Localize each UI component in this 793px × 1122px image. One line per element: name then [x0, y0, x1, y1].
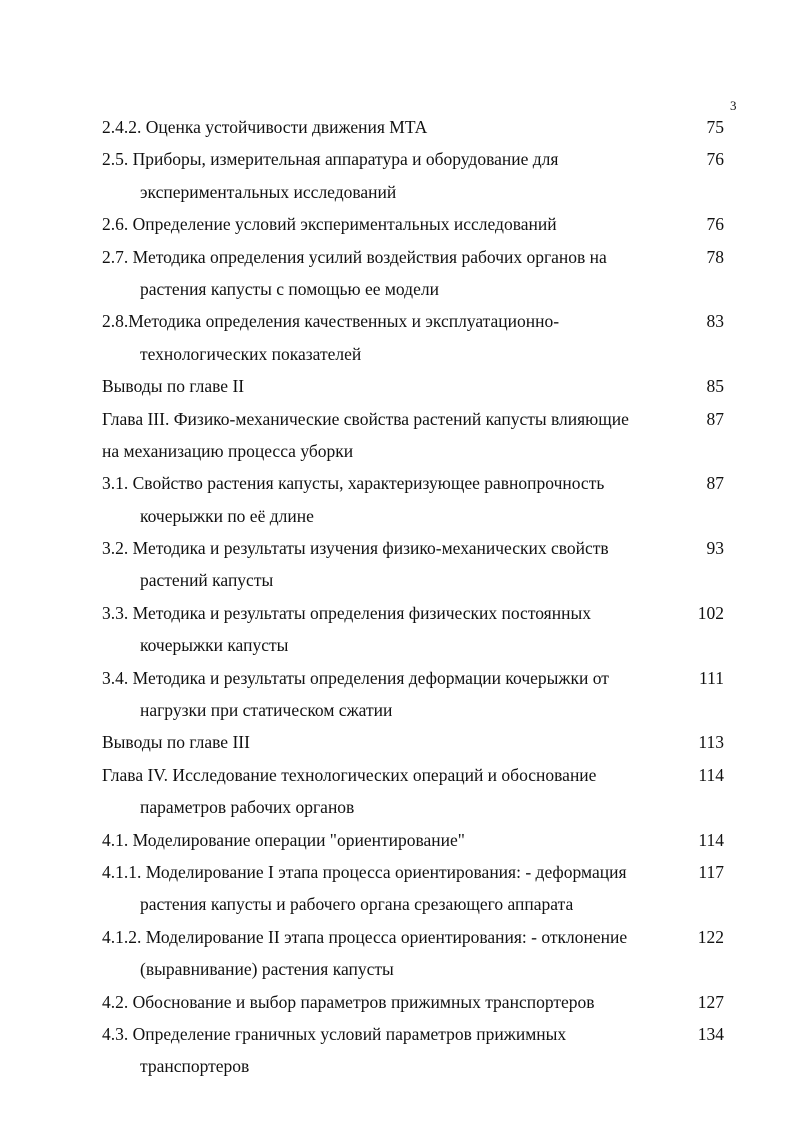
toc-entry-title: 4.3. Определение граничных условий параметров прижимных — [102, 1023, 567, 1044]
toc-entry — [102, 533, 724, 598]
toc-entry-title: 3.4. Методика и результаты определения деформации кочерыжки от — [102, 667, 609, 688]
toc-entry — [102, 760, 724, 825]
toc-entry-title: 4.1.1. Моделирование I этапа процесса ориентирования: - деформация — [102, 861, 627, 882]
toc-entry-page: 76 — [706, 149, 724, 170]
toc-entry-page: 93 — [706, 538, 724, 559]
toc-entry — [102, 663, 724, 728]
toc-entry-title-continued: транспортеров — [140, 1056, 250, 1077]
toc-entry-page: 114 — [698, 829, 724, 850]
toc-entry-page: 87 — [706, 473, 724, 494]
toc-entry-page: 102 — [697, 602, 724, 623]
toc-entry-title: 2.6. Определение условий экспериментальных исследований — [102, 214, 557, 235]
toc-entry-page: 83 — [706, 311, 724, 332]
toc-entry — [102, 922, 724, 987]
toc-entry — [102, 404, 724, 469]
toc-entry-title: 2.4.2. Оценка устойчивости движения МТА — [102, 117, 428, 137]
toc-entry-page: 85 — [706, 376, 724, 397]
toc-entry — [102, 209, 724, 241]
toc-entry-title: 4.1.2. Моделирование II этапа процесса ориентирования: - отклонение — [102, 926, 628, 947]
toc-entry — [102, 857, 724, 922]
toc-entry — [102, 1019, 724, 1084]
toc-entry-title-continued: растения капусты и рабочего органа срезающего аппарата — [140, 894, 574, 915]
toc-entry-title-continued: кочерыжки по её длине — [140, 505, 314, 526]
toc-entry-title: 4.1. Моделирование операции "ориентирование" — [102, 829, 465, 850]
page-number: 3 — [730, 98, 737, 113]
toc-entry — [102, 144, 724, 209]
toc-entry-title: Глава IV. Исследование технологических операций и обоснование — [102, 764, 597, 785]
toc-entry-title: 2.7. Методика определения усилий воздействия рабочих органов на — [102, 246, 607, 267]
toc-entry-title: 2.8.Методика определения качественных и эксплуатационно- — [102, 311, 560, 332]
toc-entry-page: 117 — [698, 861, 724, 882]
toc-entry-page: 87 — [706, 408, 724, 429]
toc-entry-title-continued: (выравнивание) растения капусты — [140, 959, 394, 980]
toc-entry-title-continued: параметров рабочих органов — [140, 797, 355, 818]
toc-entry-title: Глава III. Физико-механические свойства растений капусты влияющие — [102, 408, 629, 429]
toc-entry-title: Выводы по главе II — [102, 376, 245, 397]
toc-entry — [102, 825, 724, 857]
toc-entry-page: 76 — [706, 214, 724, 235]
toc-entry — [102, 112, 724, 144]
toc-entry — [102, 987, 724, 1019]
toc-entry-page: 78 — [706, 246, 724, 267]
toc-entry-title: 2.5. Приборы, измерительная аппаратура и оборудование для — [102, 149, 559, 170]
toc-entry-title: 3.3. Методика и результаты определения физических постоянных — [102, 602, 591, 623]
toc-entry-title-continued: нагрузки при статическом сжатии — [140, 700, 393, 721]
table-of-contents — [102, 112, 724, 1084]
toc-entry-page: 134 — [697, 1023, 724, 1044]
toc-entry — [102, 242, 724, 307]
toc-entry-page: 127 — [697, 991, 724, 1012]
toc-entry-title: Выводы по главе III — [102, 732, 250, 753]
toc-entry-page: 75 — [706, 117, 724, 137]
toc-entry-title: 4.2. Обоснование и выбор параметров прижимных транспортеров — [102, 991, 595, 1012]
toc-entry-page: 114 — [698, 764, 724, 785]
toc-entry-title-continued: экспериментальных исследований — [140, 181, 397, 202]
toc-entry-page: 111 — [699, 667, 724, 688]
toc-entry — [102, 598, 724, 663]
toc-entry — [102, 468, 724, 533]
toc-entry — [102, 371, 724, 403]
toc-entry-page: 122 — [697, 926, 724, 947]
toc-entry-title-continued: кочерыжки капусты — [140, 635, 289, 656]
toc-entry-title-continued: растения капусты с помощью ее модели — [140, 278, 439, 299]
toc-entry-title-continued: технологических показателей — [140, 343, 362, 364]
toc-entry-title-continued: растений капусты — [140, 570, 274, 591]
toc-entry-title-continued: на механизацию процесса уборки — [102, 440, 354, 461]
toc-entry-title: 3.1. Свойство растения капусты, характеризующее равнопрочность — [102, 473, 605, 494]
toc-entry-title: 3.2. Методика и результаты изучения физико-механических свойств — [102, 538, 609, 559]
toc-entry-page: 113 — [698, 732, 724, 753]
toc-entry — [102, 306, 724, 371]
toc-entry — [102, 727, 724, 759]
